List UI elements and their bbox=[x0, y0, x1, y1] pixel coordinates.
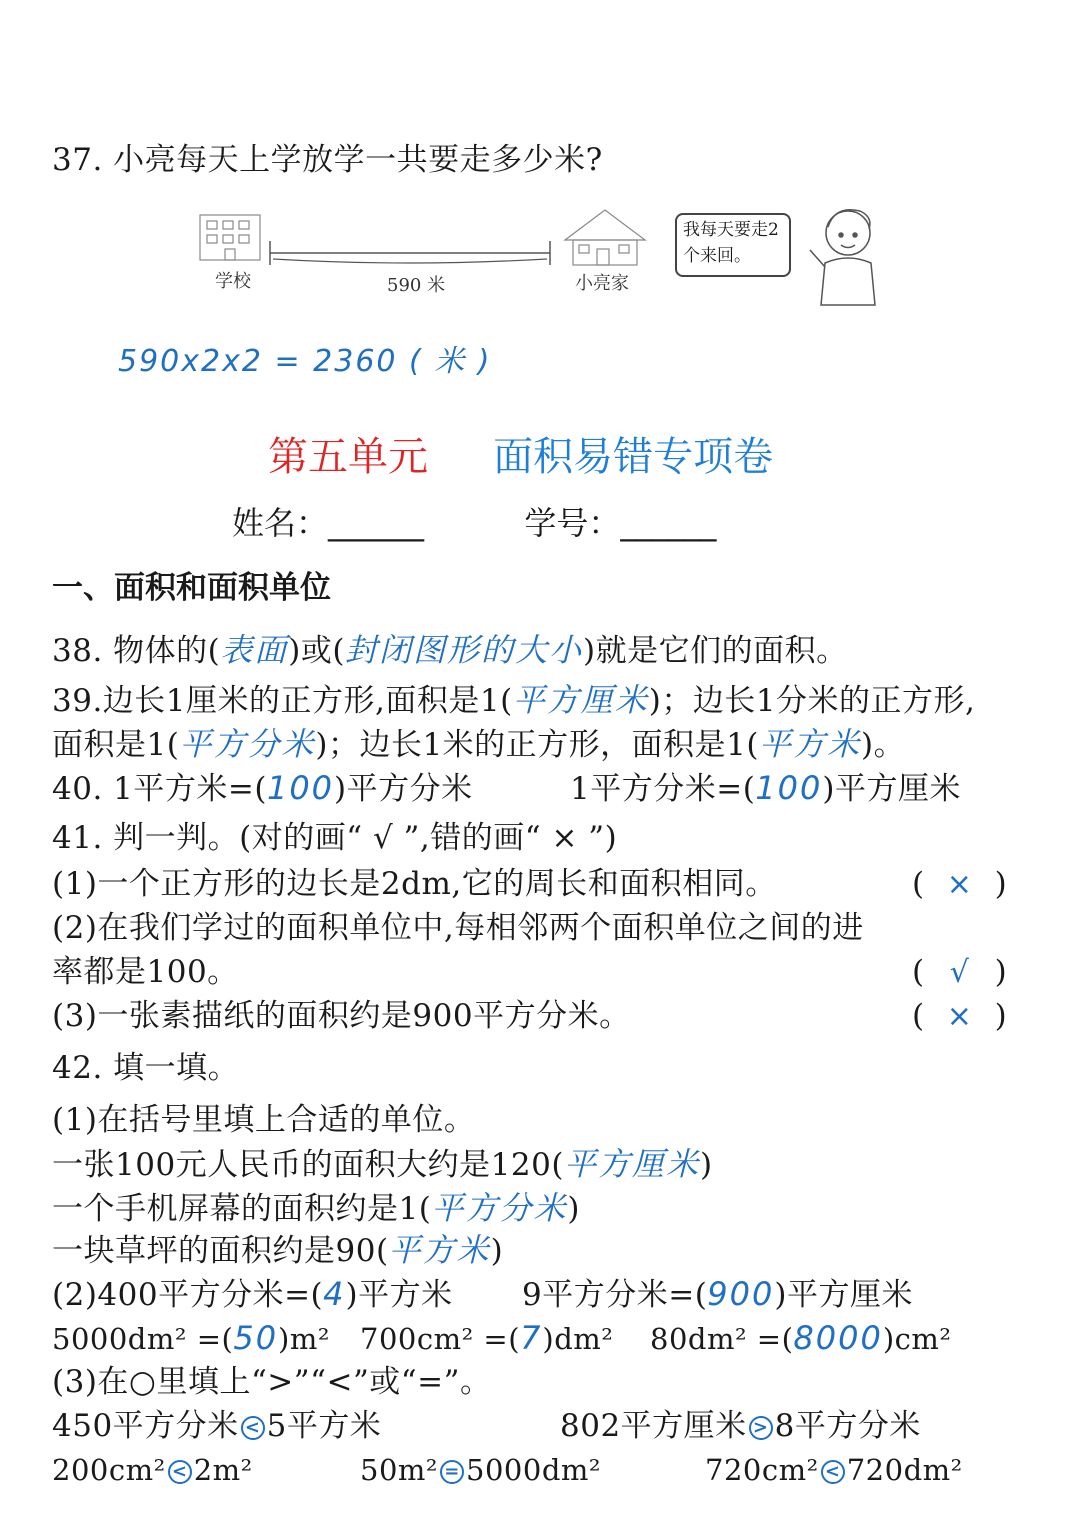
question-39-line-1 bbox=[52, 680, 975, 721]
q42-p2b-unit: )平方厘米 bbox=[774, 1277, 913, 1313]
open-paren: ( bbox=[912, 998, 925, 1034]
compare-5-circle: < bbox=[821, 1460, 845, 1484]
q41-item-2-line-2: 率都是100。 bbox=[52, 954, 239, 990]
compare-4 bbox=[360, 1450, 601, 1490]
q38-text-3: )就是它们的面积。 bbox=[582, 633, 848, 669]
q42-c1-answer: 50 bbox=[233, 1319, 279, 1357]
q42-part-2-a bbox=[52, 1274, 453, 1315]
compare-4-left: 50m² bbox=[360, 1453, 439, 1487]
q42-c3-text: 80dm² =( bbox=[650, 1322, 794, 1356]
school-label: 学校 bbox=[215, 271, 251, 292]
q42-r1-answer: 平方厘米 bbox=[563, 1145, 700, 1183]
q42-part-2-b bbox=[522, 1274, 913, 1315]
speech-bubble: 我每天要走2个来回。 bbox=[675, 213, 791, 277]
compare-1 bbox=[52, 1406, 381, 1446]
q42-p2b-text: 9平方分米=( bbox=[522, 1277, 708, 1313]
q42-row-2 bbox=[52, 1188, 580, 1229]
student-info bbox=[232, 498, 716, 544]
id-label: 学号： bbox=[524, 504, 621, 542]
q42-p2a-unit: )平方米 bbox=[345, 1277, 453, 1313]
question-40-b bbox=[570, 768, 961, 809]
q42-conv-3 bbox=[650, 1318, 952, 1359]
q42-c3-answer: 8000 bbox=[793, 1319, 883, 1357]
paper-title: 面积易错专项卷 bbox=[493, 434, 774, 480]
q42-c3-unit: )cm² bbox=[882, 1322, 952, 1356]
q38-answer-1: 表面 bbox=[220, 631, 289, 669]
q42-r1-close: ) bbox=[699, 1147, 713, 1183]
compare-5-left: 720cm² bbox=[705, 1453, 819, 1487]
q39-text-3: 面积是1( bbox=[52, 727, 180, 763]
q42-r3-answer: 平方米 bbox=[388, 1231, 491, 1269]
compare-5 bbox=[705, 1450, 963, 1490]
q42-part-3: (3)在○里填上“>”“<”或“=”。 bbox=[52, 1364, 492, 1400]
q40-text-4: )平方厘米 bbox=[822, 771, 961, 807]
q41-item-1: (1)一个正方形的边长是2dm,它的周长和面积相同。 bbox=[52, 866, 777, 902]
compare-2-right: 8平方分米 bbox=[774, 1408, 921, 1444]
q42-conv-2 bbox=[360, 1318, 613, 1359]
compare-5-right: 720dm² bbox=[846, 1453, 963, 1487]
q41-mark-2 bbox=[912, 952, 1007, 993]
q40-answer-1: 100 bbox=[266, 769, 335, 807]
q40-text-1: 40. 1平方米=( bbox=[52, 771, 267, 807]
compare-3-left: 200cm² bbox=[52, 1453, 166, 1487]
q40-answer-2: 100 bbox=[755, 769, 823, 807]
question-38 bbox=[52, 630, 848, 671]
q41-mark-3 bbox=[912, 996, 1007, 1037]
open-paren: ( bbox=[912, 954, 925, 990]
q40-text-2: )平方分米 bbox=[334, 771, 473, 807]
open-paren: ( bbox=[912, 866, 925, 902]
q39-answer-2: 平方分米 bbox=[179, 725, 316, 763]
close-paren: ) bbox=[994, 866, 1008, 902]
compare-3-circle: < bbox=[168, 1460, 192, 1484]
section-heading: 一、面积和面积单位 bbox=[52, 570, 331, 606]
q42-row-3 bbox=[52, 1230, 503, 1271]
q42-row-1 bbox=[52, 1144, 713, 1185]
q42-p2a-text: (2)400平方分米=( bbox=[52, 1277, 324, 1313]
compare-1-right: 5平方米 bbox=[266, 1408, 382, 1444]
q41-item-2-line-1: (2)在我们学过的面积单位中,每相邻两个面积单位之间的进 bbox=[52, 910, 864, 946]
q37-answer: 590x2x2 = 2360 ( 米 ) bbox=[118, 344, 492, 379]
q42-r3-close: ) bbox=[490, 1233, 504, 1269]
q40-text-3: 1平方分米=( bbox=[570, 771, 756, 807]
q38-text-2: )或( bbox=[288, 633, 345, 669]
question-39-line-2 bbox=[52, 724, 905, 765]
q39-text-1: 39.边长1厘米的正方形,面积是1( bbox=[52, 683, 513, 719]
q42-conv-1 bbox=[52, 1318, 330, 1359]
q41-item-3: (3)一张素描纸的面积约是900平方分米。 bbox=[52, 998, 631, 1034]
unit-title: 第五单元 bbox=[268, 434, 428, 480]
q39-answer-3: 平方米 bbox=[758, 725, 861, 763]
q42-r2-close: ) bbox=[567, 1191, 580, 1227]
q42-c2-unit: )dm² bbox=[542, 1322, 614, 1356]
q42-r2-text: 一个手机屏幕的面积约是1( bbox=[52, 1191, 432, 1227]
q42-c2-text: 700cm² =( bbox=[360, 1322, 521, 1356]
page-title bbox=[268, 425, 773, 482]
q42-c2-answer: 7 bbox=[520, 1319, 543, 1357]
close-paren: ) bbox=[994, 998, 1008, 1034]
name-label: 姓名： bbox=[232, 504, 329, 542]
home-label: 小亮家 bbox=[575, 273, 629, 294]
compare-3-right: 2m² bbox=[193, 1453, 253, 1487]
q42-c1-text: 5000dm² =( bbox=[52, 1322, 234, 1356]
distance-label: 590 米 bbox=[387, 275, 446, 296]
q42-p2a-answer: 4 bbox=[323, 1275, 346, 1313]
q41-answer-2: √ bbox=[949, 955, 970, 990]
close-paren: ) bbox=[994, 954, 1008, 990]
compare-1-circle: < bbox=[241, 1416, 265, 1440]
house-icon bbox=[565, 210, 645, 265]
compare-2 bbox=[560, 1406, 921, 1446]
boy-icon bbox=[810, 210, 875, 305]
question-40-a bbox=[52, 768, 473, 809]
name-blank[interactable]: ______ bbox=[328, 504, 425, 542]
q42-p2b-answer: 900 bbox=[707, 1275, 775, 1313]
q39-text-2: )；边长1分米的正方形, bbox=[648, 683, 976, 719]
q42-r3-text: 一块草坪的面积约是90( bbox=[52, 1233, 389, 1269]
id-blank[interactable]: ______ bbox=[620, 504, 717, 542]
question-42: 42. 填一填。 bbox=[52, 1050, 240, 1086]
q39-text-5: )。 bbox=[861, 727, 906, 763]
q38-answer-2: 封闭图形的大小 bbox=[344, 631, 583, 669]
q42-part-1: (1)在括号里填上合适的单位。 bbox=[52, 1102, 476, 1138]
compare-2-left: 802平方厘米 bbox=[560, 1408, 747, 1444]
q42-c1-unit: )m² bbox=[278, 1322, 330, 1356]
q38-text-1: 38. 物体的( bbox=[52, 633, 221, 669]
compare-1-left: 450平方分米 bbox=[52, 1408, 239, 1444]
question-37: 37. 小亮每天上学放学一共要走多少米? bbox=[52, 142, 603, 178]
school-icon bbox=[200, 215, 260, 260]
q42-r1-text: 一张100元人民币的面积大约是120( bbox=[52, 1147, 564, 1183]
q42-r2-answer: 平方分米 bbox=[431, 1189, 568, 1227]
q41-answer-3: × bbox=[946, 999, 973, 1034]
q39-text-4: )；边长1米的正方形，面积是1( bbox=[315, 727, 759, 763]
question-41: 41. 判一判。(对的画“ √ ”,错的画“ × ”) bbox=[52, 820, 618, 856]
q41-answer-1: × bbox=[946, 867, 973, 902]
q41-mark-1 bbox=[912, 864, 1007, 905]
compare-4-circle: = bbox=[440, 1460, 464, 1484]
compare-4-right: 5000dm² bbox=[466, 1453, 602, 1487]
compare-2-circle: > bbox=[749, 1416, 773, 1440]
q39-answer-1: 平方厘米 bbox=[512, 681, 649, 719]
compare-3 bbox=[52, 1450, 253, 1490]
